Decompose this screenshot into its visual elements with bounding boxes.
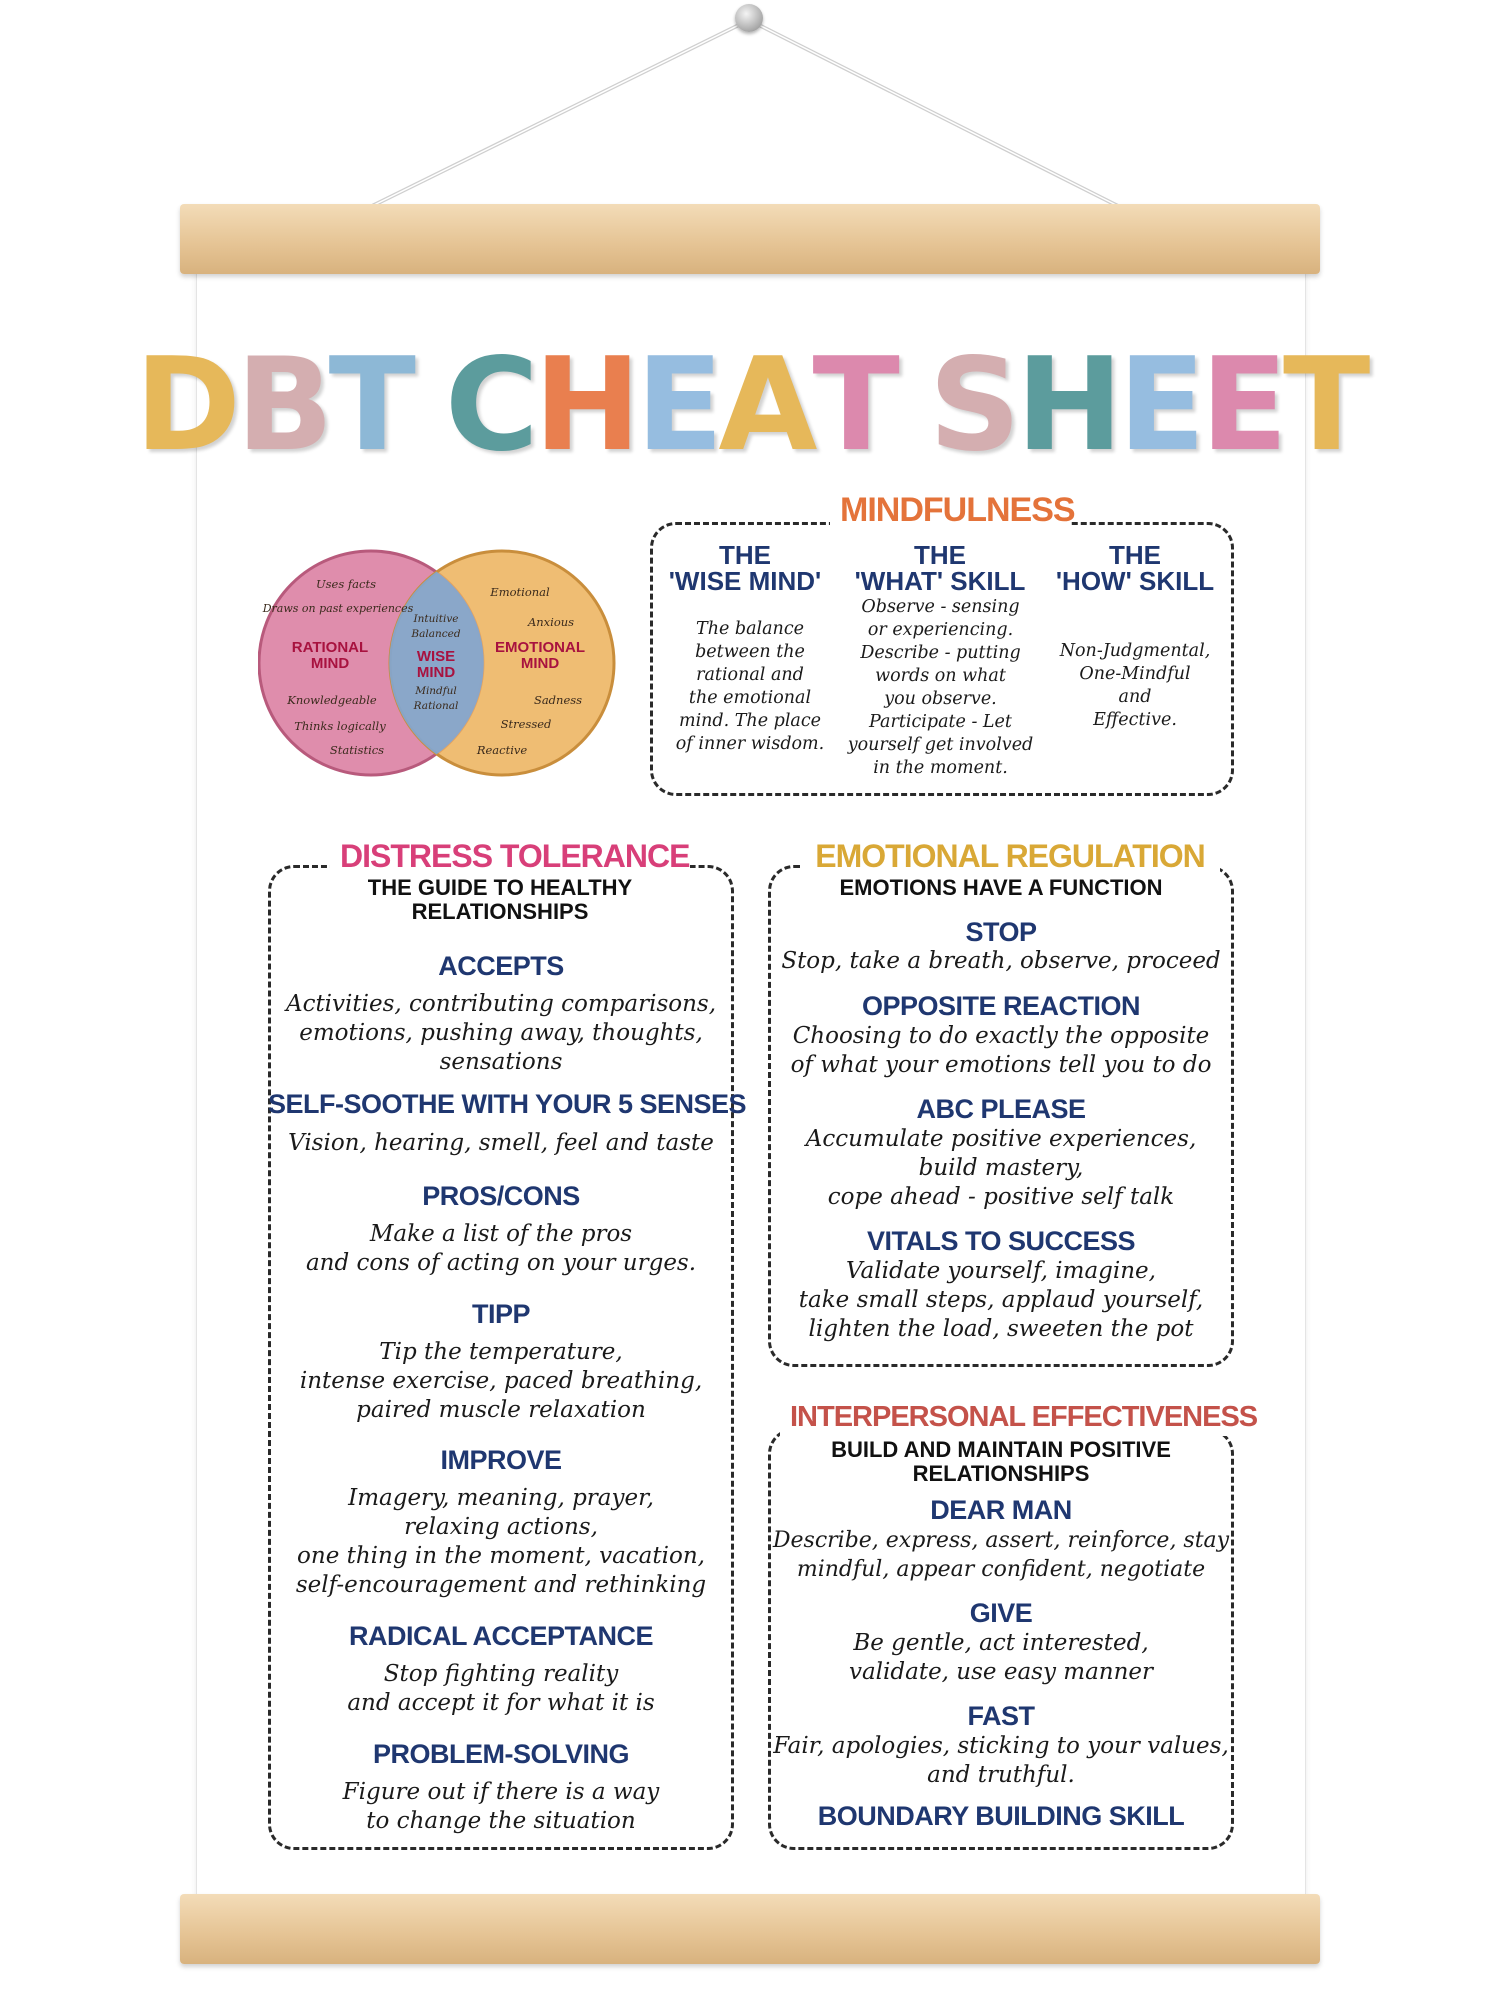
skill-improve-description — [268, 1484, 734, 1600]
description-line: validate, use easy manner — [848, 1659, 1154, 1685]
rational-item: Thinks logically — [294, 719, 386, 733]
description-line: Effective. — [1093, 710, 1177, 730]
skill-abc-please: ABC PLEASE — [916, 1094, 1086, 1124]
skill-tipp-description — [268, 1338, 734, 1425]
description-line: in the moment. — [873, 758, 1008, 778]
description-line: paired muscle relaxation — [356, 1397, 646, 1423]
skill-vitals-to-success: VITALS TO SUCCESS — [866, 1226, 1136, 1256]
description-line: Non-Judgmental, — [1059, 641, 1211, 661]
distress-tolerance-title: DISTRESS TOLERANCE — [330, 836, 690, 876]
interpersonal-effectiveness-subtitle: BUILD AND MAINTAIN POSITIVE RELATIONSHIPS — [831, 1437, 1171, 1486]
skill-accepts: ACCEPTS — [438, 951, 564, 981]
skill-dear-man-description — [768, 1526, 1234, 1584]
description-line: Activities, contributing comparisons, — [285, 991, 717, 1017]
emotional-mind-label: EMOTIONAL MIND — [495, 639, 585, 672]
skill-self-soothe-description — [268, 1129, 734, 1158]
description-line: Accumulate positive experiences, — [805, 1126, 1197, 1152]
skill-radical-acceptance-description — [268, 1660, 734, 1718]
hanger — [0, 0, 1500, 220]
how-skill-heading: THE 'HOW' SKILL — [1055, 540, 1215, 596]
description-line: Figure out if there is a way — [342, 1779, 660, 1805]
description-line: mind. The place — [678, 711, 822, 731]
title-letter: A — [718, 331, 813, 480]
description-line: Imagery, meaning, prayer, — [348, 1485, 654, 1511]
skill-stop-description — [768, 947, 1234, 976]
skill-vitals-to-success-description — [768, 1257, 1234, 1344]
skill-pros-cons: PROS/CONS — [422, 1181, 580, 1211]
emotional-item: Reactive — [476, 743, 528, 757]
title-letter: B — [236, 331, 329, 480]
wise-mind-label: WISE MIND — [416, 648, 456, 681]
rational-mind-label: RATIONAL MIND — [291, 639, 369, 672]
description-line: sensations — [439, 1049, 563, 1075]
skill-self-soothe: SELF-SOOTHE WITH YOUR 5 SENSES — [268, 1089, 747, 1119]
description-line: one thing in the moment, vacation, — [297, 1543, 705, 1569]
mindfulness-title: MINDFULNESS — [830, 490, 1070, 530]
title-letter: H — [533, 331, 636, 480]
description-line: emotions, pushing away, thoughts, — [299, 1020, 703, 1046]
how-skill-description — [1045, 640, 1225, 732]
skill-fast: FAST — [967, 1701, 1035, 1731]
wise-item: Rational — [413, 700, 459, 712]
skill-opposite-reaction-description — [768, 1022, 1234, 1080]
description-line: The balance — [696, 619, 804, 639]
title-letter: C — [444, 331, 534, 480]
bottom-wood-rail — [180, 1894, 1320, 1964]
description-line: mindful, appear confident, negotiate — [796, 1557, 1206, 1582]
emotional-regulation-title: EMOTIONAL REGULATION — [800, 836, 1220, 876]
description-line: of inner wisdom. — [675, 734, 825, 754]
description-line: build mastery, — [918, 1155, 1084, 1181]
wise-item: Mindful — [415, 685, 457, 697]
description-line: One-Mindful — [1079, 664, 1191, 684]
skill-dear-man: DEAR MAN — [930, 1495, 1072, 1525]
rational-item: Knowledgeable — [287, 693, 377, 707]
description-line: intense exercise, paced breathing, — [299, 1368, 703, 1394]
description-line: yourself get involved — [847, 735, 1034, 755]
description-line: Participate - Let — [869, 712, 1012, 732]
what-skill-heading: THE 'WHAT' SKILL — [854, 540, 1026, 596]
description-line: Vision, hearing, smell, feel and taste — [288, 1130, 714, 1156]
nail-icon — [735, 4, 763, 32]
hanging-string — [0, 0, 1500, 220]
description-line: words on what — [875, 666, 1006, 686]
skill-problem-solving-description — [268, 1778, 734, 1836]
description-line: relaxing actions, — [404, 1514, 598, 1540]
skill-give: GIVE — [969, 1598, 1033, 1628]
wise-item: Intuitive — [413, 613, 459, 625]
title-letter: E — [635, 331, 719, 480]
emotional-item: Sadness — [533, 693, 583, 707]
title-letter: T — [328, 331, 411, 480]
description-line: Describe, express, assert, reinforce, stay — [772, 1528, 1230, 1553]
skill-pros-cons-description — [268, 1220, 734, 1278]
description-line: and accept it for what it is — [347, 1690, 655, 1716]
rational-item: Statistics — [329, 743, 385, 757]
rational-item: Draws on past experiences — [262, 602, 414, 615]
description-line: lighten the load, sweeten the pot — [808, 1316, 1194, 1342]
skill-improve: IMPROVE — [440, 1445, 562, 1475]
description-line: or experiencing. — [867, 620, 1014, 640]
description-line: Stop, take a breath, observe, proceed — [781, 948, 1221, 974]
description-line: Validate yourself, imagine, — [846, 1258, 1156, 1284]
description-line: rational and — [696, 665, 804, 685]
description-line: the emotional — [688, 688, 812, 708]
interpersonal-effectiveness-title: INTERPERSONAL EFFECTIVENESS — [780, 1398, 1242, 1436]
wise-mind-description — [655, 618, 845, 756]
description-line: and cons of acting on your urges. — [305, 1250, 697, 1276]
wise-item: Balanced — [411, 628, 461, 640]
description-line: take small steps, applaud yourself, — [798, 1287, 1204, 1313]
title-letter: H — [1015, 331, 1119, 480]
emotional-regulation-subtitle: EMOTIONS HAVE A FUNCTION — [839, 875, 1163, 900]
skill-opposite-reaction: OPPOSITE REACTION — [861, 991, 1141, 1021]
description-line: Tip the temperature, — [379, 1339, 623, 1365]
title-letter: E — [1200, 331, 1283, 480]
page-title — [0, 331, 1500, 480]
description-line: and — [1118, 687, 1152, 707]
rational-item: Uses facts — [315, 577, 377, 591]
title-letter: E — [1118, 331, 1201, 480]
description-line: of what your emotions tell you to do — [790, 1052, 1212, 1078]
emotional-item: Anxious — [527, 615, 575, 629]
description-line: Fair, apologies, sticking to your values, — [773, 1733, 1229, 1759]
description-line: to change the situation — [366, 1808, 636, 1834]
distress-tolerance-subtitle: THE GUIDE TO HEALTHY RELATIONSHIPS — [367, 875, 633, 924]
skill-give-description — [768, 1629, 1234, 1687]
description-line: Describe - putting — [860, 643, 1021, 663]
title-letter: D — [134, 331, 236, 480]
description-line: Stop fighting reality — [383, 1661, 619, 1687]
description-line: cope ahead - positive self talk — [827, 1184, 1175, 1210]
skill-radical-acceptance: RADICAL ACCEPTANCE — [348, 1621, 653, 1651]
skill-abc-please-description — [768, 1125, 1234, 1212]
description-line: and truthful. — [927, 1762, 1075, 1788]
skill-problem-solving: PROBLEM-SOLVING — [372, 1739, 629, 1769]
emotional-item: Emotional — [490, 585, 550, 599]
description-line: you observe. — [884, 689, 997, 709]
title-letter: S — [928, 331, 1016, 480]
description-line: between the — [695, 642, 805, 662]
top-wood-rail — [180, 204, 1320, 274]
description-line: Be gentle, act interested, — [853, 1630, 1149, 1656]
title-letter: T — [1282, 331, 1366, 480]
description-line: Observe - sensing — [861, 597, 1020, 617]
skill-stop: STOP — [965, 917, 1037, 947]
description-line: Make a list of the pros — [369, 1221, 633, 1247]
title-letter: T — [812, 331, 895, 480]
skill-fast-description — [768, 1732, 1234, 1790]
what-skill-description — [838, 596, 1043, 780]
mind-venn-diagram — [258, 548, 618, 778]
skill-tipp: TIPP — [471, 1299, 530, 1329]
description-line: Choosing to do exactly the opposite — [792, 1023, 1210, 1049]
skill-accepts-description — [268, 990, 734, 1077]
description-line: self-encouragement and rethinking — [295, 1572, 707, 1598]
emotional-item: Stressed — [500, 717, 552, 731]
skill-boundary-building: BOUNDARY BUILDING SKILL — [817, 1801, 1185, 1831]
wise-mind-heading: THE 'WISE MIND' — [668, 540, 822, 596]
